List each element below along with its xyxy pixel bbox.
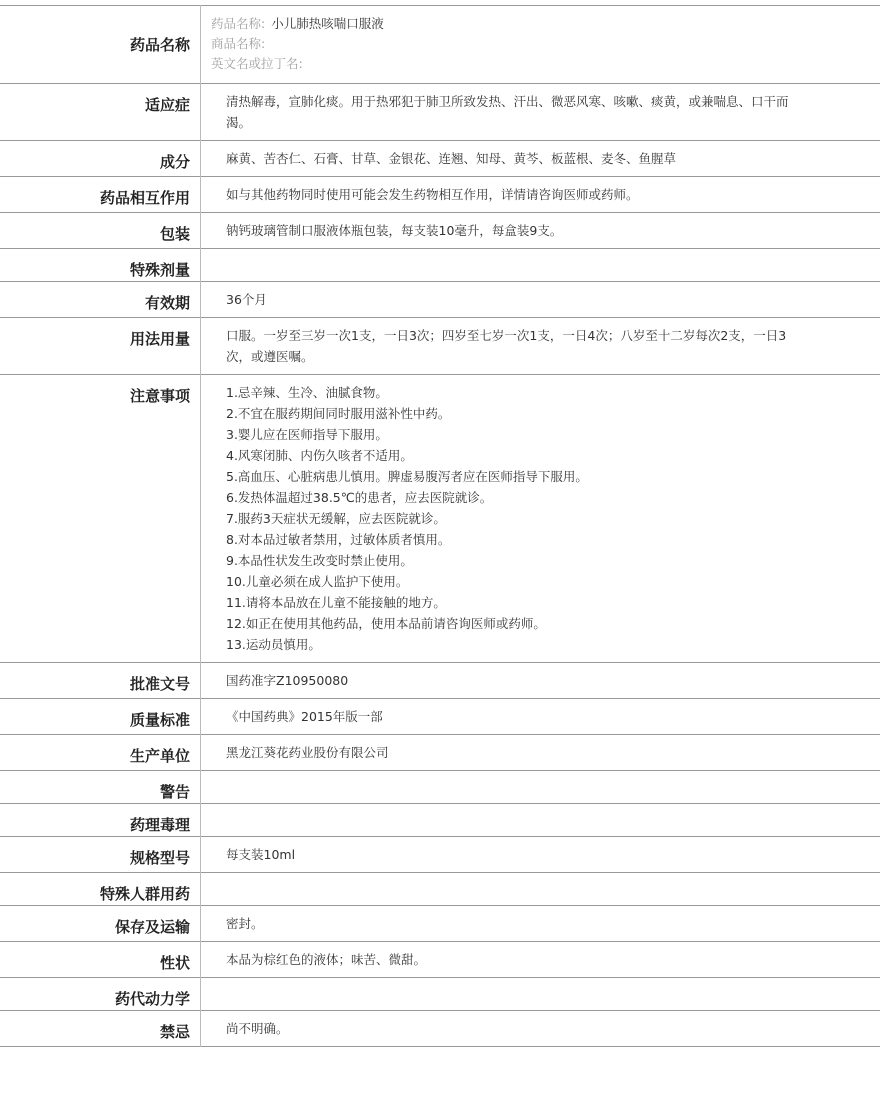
row-pharmacology (0, 804, 880, 837)
row-label-standard: 质量标准 (0, 699, 201, 735)
row-warning (0, 771, 880, 804)
row-label-appearance: 性状 (0, 942, 201, 978)
generic-name-value: 小儿肺热咳喘口服液 (271, 16, 384, 31)
precaution-item: 7.服药3天症状无缓解，应去医院就诊。 (226, 511, 446, 526)
generic-name-line (211, 14, 860, 34)
row-label-contraindications: 禁忌 (0, 1011, 201, 1047)
english-name-label: 英文名或拉丁名: (211, 56, 303, 71)
row-label-usage: 用法用量 (0, 318, 201, 375)
row-label-shelf-life: 有效期 (0, 282, 201, 318)
english-name-line (211, 54, 860, 74)
row-value-precautions (201, 375, 880, 663)
row-contraindications (0, 1011, 880, 1047)
row-shelf-life (0, 282, 880, 318)
row-value-approval: 国药准字Z10950080 (226, 673, 349, 688)
row-value-shelf-life: 36个月 (226, 292, 267, 307)
row-value-special-dosage (201, 249, 880, 282)
row-pharmacokinetics (0, 978, 880, 1011)
row-label-manufacturer: 生产单位 (0, 735, 201, 771)
row-value-indication (201, 84, 880, 141)
usage-text: 口服。一岁至三岁一次1支，一日3次；四岁至七岁一次1支，一日4次；八岁至十二岁每次2支，一日3次，或遵医嘱。 (226, 328, 787, 364)
row-value-standard: 《中国药典》2015年版一部 (226, 709, 383, 724)
row-value-warning (201, 771, 880, 804)
row-special-dosage (0, 249, 880, 282)
row-label-indication: 适应症 (0, 84, 201, 141)
row-value-pharmacokinetics (201, 978, 880, 1011)
trade-name-line (211, 34, 860, 54)
row-value-drug-name (201, 6, 880, 84)
row-value-pharmacology (201, 804, 880, 837)
precaution-item: 9.本品性状发生改变时禁止使用。 (226, 553, 413, 568)
row-value-manufacturer: 黑龙江葵花药业股份有限公司 (226, 745, 389, 760)
row-value-contraindications: 尚不明确。 (226, 1021, 289, 1036)
precaution-item: 4.风寒闭肺、内伤久咳者不适用。 (226, 448, 413, 463)
precaution-item: 2.不宜在服药期间同时服用滋补性中药。 (226, 406, 451, 421)
precaution-item: 10.儿童必须在成人监护下使用。 (226, 574, 409, 589)
row-label-interaction: 药品相互作用 (0, 177, 201, 213)
row-approval (0, 663, 880, 699)
row-manufacturer (0, 735, 880, 771)
row-value-storage: 密封。 (226, 916, 264, 931)
row-value-special-population (201, 873, 880, 906)
row-spec (0, 837, 880, 873)
row-indication (0, 84, 880, 141)
row-value-usage (201, 318, 880, 375)
precaution-item: 11.请将本品放在儿童不能接触的地方。 (226, 595, 446, 610)
row-label-warning: 警告 (0, 771, 201, 804)
row-standard (0, 699, 880, 735)
row-label-pharmacokinetics: 药代动力学 (0, 978, 201, 1011)
row-label-pharmacology: 药理毒理 (0, 804, 201, 837)
row-special-population (0, 873, 880, 906)
row-usage (0, 318, 880, 375)
row-precautions (0, 375, 880, 663)
row-value-package: 钠钙玻璃管制口服液体瓶包装，每支装10毫升，每盒装9支。 (226, 223, 563, 238)
generic-name-label: 药品名称: (211, 16, 266, 31)
precaution-item: 5.高血压、心脏病患儿慎用。脾虚易腹泻者应在医师指导下服用。 (226, 469, 588, 484)
row-ingredients (0, 141, 880, 177)
row-value-spec: 每支装10ml (226, 847, 296, 862)
trade-name-label: 商品名称: (211, 36, 266, 51)
row-value-appearance: 本品为棕红色的液体；味苦、微甜。 (226, 952, 427, 967)
row-appearance (0, 942, 880, 978)
row-storage (0, 906, 880, 942)
precaution-item: 8.对本品过敏者禁用，过敏体质者慎用。 (226, 532, 451, 547)
precaution-item: 1.忌辛辣、生冷、油腻食物。 (226, 385, 388, 400)
row-label-package: 包装 (0, 213, 201, 249)
row-label-drug-name: 药品名称 (0, 6, 201, 84)
precaution-item: 13.运动员慎用。 (226, 637, 321, 652)
row-value-interaction: 如与其他药物同时使用可能会发生药物相互作用，详情请咨询医师或药师。 (226, 187, 639, 202)
row-label-precautions: 注意事项 (0, 375, 201, 663)
indication-text: 清热解毒，宣肺化痰。用于热邪犯于肺卫所致发热、汗出、微恶风寒、咳嗽、痰黄，或兼喘息、口干而渴。 (226, 94, 789, 130)
row-drug-name (0, 6, 880, 84)
row-label-ingredients: 成分 (0, 141, 201, 177)
row-label-spec: 规格型号 (0, 837, 201, 873)
row-package (0, 213, 880, 249)
precaution-item: 12.如正在使用其他药品，使用本品前请咨询医师或药师。 (226, 616, 546, 631)
row-interaction (0, 177, 880, 213)
row-label-special-population: 特殊人群用药 (0, 873, 201, 906)
precaution-item: 6.发热体温超过38.5℃的患者，应去医院就诊。 (226, 490, 493, 505)
row-label-storage: 保存及运输 (0, 906, 201, 942)
drug-spec-table (0, 5, 880, 1047)
row-label-special-dosage: 特殊剂量 (0, 249, 201, 282)
precaution-item: 3.婴儿应在医师指导下服用。 (226, 427, 388, 442)
row-value-ingredients: 麻黄、苦杏仁、石膏、甘草、金银花、连翘、知母、黄芩、板蓝根、麦冬、鱼腥草 (226, 151, 677, 166)
row-label-approval: 批准文号 (0, 663, 201, 699)
